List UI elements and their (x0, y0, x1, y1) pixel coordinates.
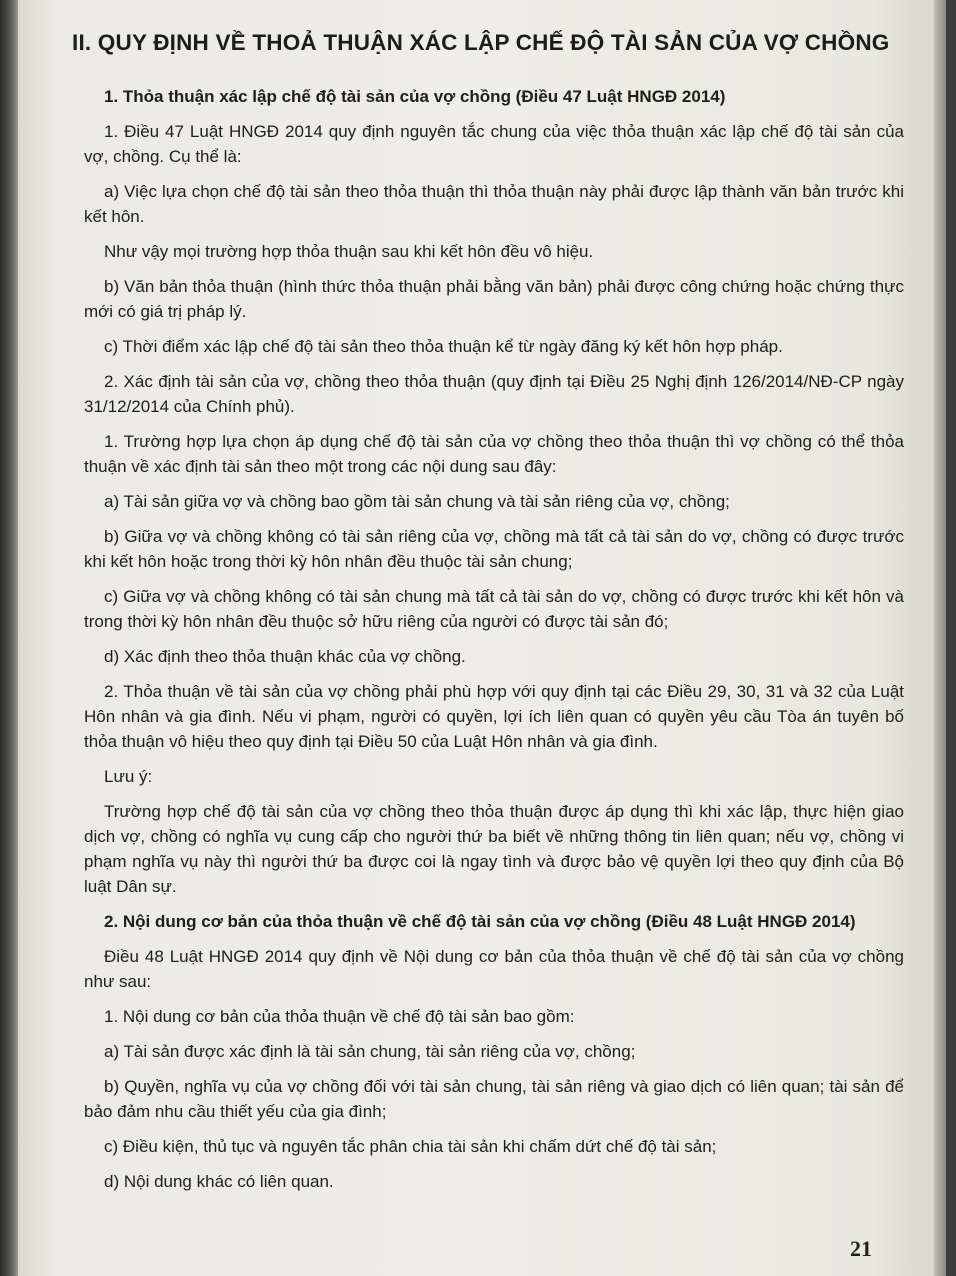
paragraph: b) Giữa vợ và chồng không có tài sản riêng của vợ, chồng mà tất cả tài sản do vợ, chồng có được trước khi kết hôn hoặc trong thời kỳ hôn nhân đều thuộc tài sản chung; (84, 527, 904, 571)
paragraph: 2. Thỏa thuận về tài sản của vợ chồng phải phù hợp với quy định tại các Điều 29, 30, 31 và 32 của Luật Hôn nhân và gia đình. Nếu vi phạm, người có quyền, lợi ích liên quan có quyền yêu cầu Tòa án tuyên bố thỏa thuận vô hiệu theo quy định tại Điều 50 của Luật Hôn nhân và gia đình. (84, 682, 904, 751)
paragraph: 1. Nội dung cơ bản của thỏa thuận về chế độ tài sản bao gồm: (104, 1007, 575, 1026)
note-label: Lưu ý: (104, 767, 153, 786)
paragraph: b) Văn bản thỏa thuận (hình thức thỏa thuận phải bằng văn bản) phải được công chứng hoặc chứng thực mới có giá trị pháp lý. (84, 277, 904, 321)
page-heading: II. QUY ĐỊNH VỀ THOẢ THUẬN XÁC LẬP CHẾ ĐỘ TÀI SẢN CỦA VỢ CHỒNG (72, 30, 890, 55)
paragraph: Điều 48 Luật HNGĐ 2014 quy định về Nội dung cơ bản của thỏa thuận về chế độ tài sản của vợ chồng như sau: (84, 947, 904, 991)
paragraph: 2. Xác định tài sản của vợ, chồng theo thỏa thuận (quy định tại Điều 25 Nghị định 126/2014/NĐ-CP ngày 31/12/2014 của Chính phủ). (84, 372, 904, 416)
page-body (84, 84, 904, 1204)
section-1-title: 1. Thỏa thuận xác lập chế độ tài sản của vợ chồng (Điều 47 Luật HNGĐ 2014) (104, 87, 726, 106)
section-2-title: 2. Nội dung cơ bản của thỏa thuận về chế độ tài sản của vợ chồng (Điều 48 Luật HNGĐ 2014) (104, 912, 856, 931)
page-edge (934, 0, 946, 1276)
paragraph: Như vậy mọi trường hợp thỏa thuận sau khi kết hôn đều vô hiệu. (104, 242, 594, 261)
paragraph: c) Thời điểm xác lập chế độ tài sản theo thỏa thuận kể từ ngày đăng ký kết hôn hợp pháp. (104, 337, 783, 356)
paragraph: c) Điều kiện, thủ tục và nguyên tắc phân chia tài sản khi chấm dứt chế độ tài sản; (104, 1137, 717, 1156)
page-number: 21 (850, 1236, 872, 1261)
paragraph: a) Việc lựa chọn chế độ tài sản theo thỏa thuận thì thỏa thuận này phải được lập thành văn bản trước khi kết hôn. (84, 182, 904, 226)
paragraph: a) Tài sản giữa vợ và chồng bao gồm tài sản chung và tài sản riêng của vợ, chồng; (104, 492, 730, 511)
paragraph: c) Giữa vợ và chồng không có tài sản chung mà tất cả tài sản do vợ, chồng có được trước khi kết hôn và trong thời kỳ hôn nhân đều thuộc sở hữu riêng của người có được tài sản đó; (84, 587, 904, 631)
paragraph: b) Quyền, nghĩa vụ của vợ chồng đối với tài sản chung, tài sản riêng và giao dịch có liên quan; tài sản để bảo đảm nhu cầu thiết yếu của gia đình; (84, 1077, 904, 1121)
paragraph: a) Tài sản được xác định là tài sản chung, tài sản riêng của vợ, chồng; (104, 1042, 636, 1061)
paragraph: Trường hợp chế độ tài sản của vợ chồng theo thỏa thuận được áp dụng thì khi xác lập, thực hiện giao dịch vợ, chồng có nghĩa vụ cung cấp cho người thứ ba biết về những thông tin liên quan; nếu vợ, chồng vi phạm nghĩa vụ này thì người thứ ba được coi là ngay tình và được bảo vệ quyền lợi theo quy định của Bộ luật Dân sự. (84, 802, 904, 896)
book-spine-shadow (0, 0, 18, 1276)
paragraph: 1. Trường hợp lựa chọn áp dụng chế độ tài sản của vợ chồng theo thỏa thuận thì vợ chồng có thể thỏa thuận về xác định tài sản theo một trong các nội dung sau đây: (84, 432, 904, 476)
book-page (18, 0, 946, 1276)
paragraph: d) Xác định theo thỏa thuận khác của vợ chồng. (104, 647, 466, 666)
paragraph: d) Nội dung khác có liên quan. (104, 1172, 334, 1191)
paragraph: 1. Điều 47 Luật HNGĐ 2014 quy định nguyên tắc chung của việc thỏa thuận xác lập chế độ tài sản của vợ, chồng. Cụ thể là: (84, 122, 904, 166)
